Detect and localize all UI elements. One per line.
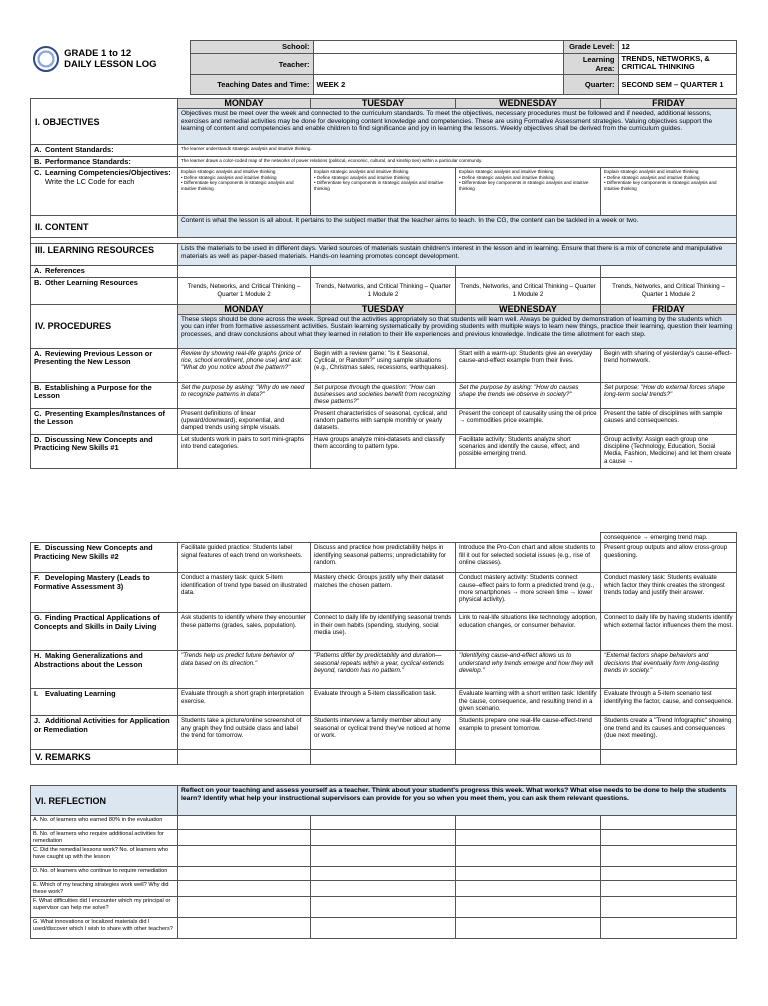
reflection-question: C. Did the remedial lessons work? No. of learners who have caught up with the lesson (31, 846, 178, 867)
competency-tuesday[interactable]: Explain strategic analysis and intuitive thinking • Define strategic analysis and intuitive thinking • Differentiate key components in strategic analysis and intuitive thinking (311, 168, 456, 216)
reflection-answer[interactable] (456, 830, 601, 846)
reflection-note: Reflect on your teaching and assess yourself as a teacher. Think about your student's progress this week. What works? What else needs to be done to help the students learn? Identify what help your instructional supervisors can provide for you so when you meet them, you can ask them relevant questions. (178, 786, 737, 816)
procedure-row-i (31, 689, 737, 716)
procedure-cell-wednesday[interactable]: "Identifying cause-and-effect allows us to understand why trends emerge and how they will develop." (456, 651, 601, 689)
reflection-answer[interactable] (311, 881, 456, 897)
blank-cell (456, 533, 601, 543)
item-text: Developing Mastery (Leads to Formative Assessment 3) (34, 573, 150, 591)
day-header-friday: FRIDAY (601, 99, 737, 109)
item-text: Finding Practical Applications of Concepts and Skills in Daily Living (34, 613, 160, 631)
item-letter: E. (34, 543, 41, 553)
grade-level-field[interactable]: 12 (618, 41, 736, 54)
item-text: Learning Competencies/Objectives: (45, 168, 171, 178)
procedure-cell-monday[interactable]: Conduct a mastery task: quick 5-item identification of trend type based on illustrated data. (178, 573, 311, 613)
header-title-cell (30, 41, 190, 95)
reflection-row (31, 881, 737, 897)
item-letter: A. (34, 145, 42, 155)
procedure-cell-wednesday[interactable]: Present the concept of causality using the oil price → commodities price example. (456, 408, 601, 434)
lesson-table-page1 (30, 98, 737, 469)
reflection-answer[interactable] (601, 918, 737, 939)
remarks-wednesday[interactable] (456, 750, 601, 765)
reflection-answer[interactable] (178, 846, 311, 867)
quarter-label: Quarter: (563, 75, 618, 95)
procedure-label (31, 716, 178, 750)
procedure-cell-tuesday[interactable]: Set purpose through the question: "How can businesses and societies benefit from recognizing these patterns?" (311, 382, 456, 408)
procedure-label (31, 348, 178, 382)
procedure-cell-monday[interactable]: Present definitions of linear (upward/downward), exponential, and damped trends using simple visuals. (178, 408, 311, 434)
procedure-cell-wednesday[interactable]: Evaluate learning with a short written task: Identify the cause, consequence, and resulting trend in a given scenario. (456, 689, 601, 716)
item-letter: B. (34, 156, 42, 166)
item-text: Making Generalizations and Abstractions about the Lesson (34, 651, 143, 669)
reflection-answer[interactable] (456, 918, 601, 939)
reflection-answer[interactable] (311, 897, 456, 918)
reflection-answer[interactable] (456, 867, 601, 881)
reflection-answer[interactable] (601, 867, 737, 881)
item-text: Evaluating Learning (45, 689, 116, 699)
content-standards-value[interactable]: The learner understands strategic analysis and intuitive thinking. (178, 145, 737, 156)
procedure-label (31, 434, 178, 468)
procedure-row-b (31, 382, 737, 408)
item-text: Establishing a Purpose for the Lesson (34, 382, 152, 401)
procedure-row-e (31, 543, 737, 573)
procedure-cell-friday[interactable]: Set purpose: "How do external forces shape long-term social trends?" (601, 382, 737, 408)
lc-code-hint: Write the LC Code for each (45, 176, 135, 186)
procedure-cell-tuesday[interactable]: Connect to daily life by identifying seasonal trends in their own habits (spending, studying, social media use). (311, 613, 456, 651)
content-heading: II. CONTENT (31, 216, 178, 238)
performance-standards-value[interactable]: The learner draws a color-coded map of the networks of power relations (political, economic, cultural, and kinship ties) within a particular community. (178, 156, 737, 167)
other-resources-label (31, 277, 178, 304)
reflection-question: A. No. of learners who earned 80% in the evaluation (31, 816, 178, 830)
procedure-cell-friday[interactable]: Conduct mastery task: Students evaluate which factor they think creates the strongest trends today and justify their answer. (601, 573, 737, 613)
procedure-cell-wednesday[interactable]: Link to real-life situations like technology adoption, education changes, or consumer behavior. (456, 613, 601, 651)
reflection-answer[interactable] (456, 881, 601, 897)
teacher-field[interactable] (313, 54, 563, 75)
day-header-tuesday: TUESDAY (311, 99, 456, 109)
procedure-label (31, 382, 178, 408)
procedure-label (31, 613, 178, 651)
dates-field[interactable]: WEEK 2 (313, 75, 563, 95)
reflection-heading: VI. REFLECTION (31, 786, 178, 816)
procedure-label (31, 689, 178, 716)
procedure-cell-tuesday[interactable]: Have groups analyze mini-datasets and classify them according to pattern type. (311, 434, 456, 468)
references-tuesday[interactable] (311, 266, 456, 277)
quarter-field[interactable]: SECOND SEM – QUARTER 1 (618, 75, 736, 95)
procedure-label (31, 543, 178, 573)
item-letter: H. (34, 651, 42, 661)
reflection-row (31, 846, 737, 867)
reflection-row (31, 867, 737, 881)
lesson-table-page2 (30, 532, 737, 765)
procedure-cell-wednesday[interactable]: Facilitate activity: Students analyze short scenarios and identify the cause, effect, and possible emerging trend. (456, 434, 601, 468)
references-friday[interactable] (601, 266, 737, 277)
item-letter: B. (34, 382, 42, 392)
item-letter: A. (34, 266, 42, 276)
procedure-cell-wednesday[interactable]: Conduct mastery activity: Students connect cause–effect pairs to form a predicted trend (e.g., more smartphones → more screen time → lower physical activity). (456, 573, 601, 613)
day-header-monday: MONDAY (178, 99, 311, 109)
procedure-cell-tuesday[interactable]: Students interview a family member about any seasonal or cyclical trend they've noticed at home or work. (311, 716, 456, 750)
reflection-answer[interactable] (178, 918, 311, 939)
procedure-cell-friday[interactable]: Group activity: Assign each group one discipline (Technology, Education, Social Media, Fashion, Medicine) and let them create a cause → (601, 434, 737, 468)
item-letter: C. (34, 168, 42, 178)
reflection-answer[interactable] (178, 881, 311, 897)
procedure-cell-tuesday[interactable]: Mastery check: Groups justify why their dataset matches the chosen pattern. (311, 573, 456, 613)
resources-note: Lists the materials to be used in different days. Varied sources of materials sustain children's interest in the lesson and in learning. Ensure that there is a mix of concrete and manipulative materials as well as paper-based materials. Hands-on learning promotes concept development. (178, 244, 737, 266)
reflection-table (30, 785, 737, 939)
reflection-answer[interactable] (311, 816, 456, 830)
procedure-row-h (31, 651, 737, 689)
references-label (31, 266, 178, 277)
reflection-row (31, 897, 737, 918)
item-text: References (45, 266, 85, 276)
item-text: Discussing New Concepts and Practicing New Skills #1 (34, 434, 153, 453)
learning-competencies-label (31, 168, 178, 216)
reflection-question: F. What difficulties did I encounter which my principal or supervisor can help me solve? (31, 897, 178, 918)
learning-area-field[interactable]: TRENDS, NETWORKS, & CRITICAL THINKING (618, 54, 736, 75)
procedure-cell-wednesday[interactable]: Students prepare one real-life cause-effect-trend example to present tomorrow. (456, 716, 601, 750)
item-text: Content Standards: (45, 145, 114, 155)
reflection-row (31, 830, 737, 846)
reflection-row (31, 918, 737, 939)
procedure-cell-monday[interactable]: "Trends help us predict future behavior of data based on its direction." (178, 651, 311, 689)
procedure-cell-monday[interactable]: Set the purpose by asking: "Why do we need to recognize patterns in data?" (178, 382, 311, 408)
procedure-cell-wednesday[interactable]: Set the purpose by asking: "How do causes shape the trends we observe in society?" (456, 382, 601, 408)
objectives-note: Objectives must be meet over the week and connected to the curriculum standards. To meet the objectives, necessary procedures must be followed and if needed, additional lessons, exercises and remedial activities may be done for developing content knowledge and competencies. These are using Formative Assessment strategies. Valuing objectives support the learning of content and competencies and enable children to find significance and joy in learning the lessons. Weekly objectives shall be derived from the curriculum guides. (178, 109, 737, 145)
reflection-answer[interactable] (178, 830, 311, 846)
item-letter: F. (34, 573, 40, 583)
item-text: Reviewing Previous Lesson or Presenting the New Lesson (34, 348, 153, 367)
procedure-cell-friday[interactable]: Present the table of disciplines with sample causes and consequences. (601, 408, 737, 434)
dates-label: Teaching Dates and Time: (190, 75, 313, 95)
procedure-row-g (31, 613, 737, 651)
teacher-label: Teacher: (190, 54, 313, 75)
competency-wednesday[interactable]: Explain strategic analysis and intuitive thinking • Define strategic analysis and intuitive thinking • Differentiate key components in strategic analysis and intuitive thinking (456, 168, 601, 216)
reflection-answer[interactable] (456, 897, 601, 918)
day-header-tuesday: TUESDAY (311, 304, 456, 314)
item-letter: J. (34, 716, 41, 726)
reflection-answer[interactable] (178, 867, 311, 881)
blank-cell (311, 533, 456, 543)
reflection-question: E. Which of my teaching strategies work well? Why did these work? (31, 881, 178, 897)
other-resources-wednesday[interactable]: Trends, Networks, and Critical Thinking – Quarter 1 Module 2 (456, 277, 601, 304)
reflection-answer[interactable] (601, 816, 737, 830)
procedure-cell-monday[interactable]: Ask students to identify where they encounter these patterns (grades, sales, population). (178, 613, 311, 651)
procedure-cell-monday[interactable]: Let students work in pairs to sort mini-graphs into trend categories. (178, 434, 311, 468)
item-letter: I. (34, 689, 39, 699)
content-note: Content is what the lesson is all about. It pertains to the subject matter that the teacher aims to teach. In the CG, the content can be tackled in a week or two. (178, 216, 737, 238)
item-letter: B. (34, 277, 42, 287)
reflection-answer[interactable] (178, 897, 311, 918)
reflection-answer[interactable] (601, 897, 737, 918)
document-title (64, 48, 156, 70)
procedure-cell-friday[interactable]: Present group outputs and allow cross-group questioning. (601, 543, 737, 573)
reflection-answer[interactable] (311, 846, 456, 867)
reflection-row (31, 816, 737, 830)
procedure-cell-friday[interactable]: Students create a "Trend Infographic" showing one trend and its causes and consequences (due next meeting). (601, 716, 737, 750)
reflection-answer[interactable] (178, 816, 311, 830)
reflection-answer[interactable] (456, 816, 601, 830)
other-resources-friday[interactable]: Trends, Networks, and Critical Thinking – Quarter 1 Module 2 (601, 277, 737, 304)
objectives-heading: I. OBJECTIVES (31, 99, 178, 145)
procedure-cell-tuesday[interactable]: Present characteristics of seasonal, cyclical, and random patterns with sample monthly or yearly datasets. (311, 408, 456, 434)
procedure-cell-tuesday[interactable]: Begin with a review game: "Is it Seasonal, Cyclical, or Random?" using sample situations (e.g., Christmas sales, recessions, earthquakes). (311, 348, 456, 382)
reflection-answer[interactable] (601, 830, 737, 846)
competency-friday[interactable]: Explain strategic analysis and intuitive thinking • Define strategic analysis and intuitive thinking • Differentiate key components in strategic analysis and intuitive thinking (601, 168, 737, 216)
day-header-monday: MONDAY (178, 304, 311, 314)
content-standards-label (31, 145, 178, 156)
other-resources-monday[interactable]: Trends, Networks, and Critical Thinking – Quarter 1 Module 2 (178, 277, 311, 304)
grade-level-label: Grade Level: (563, 41, 618, 54)
procedure-cell-wednesday[interactable]: Start with a warm-up: Students give an everyday cause-and-effect example from their lives. (456, 348, 601, 382)
references-wednesday[interactable] (456, 266, 601, 277)
remarks-friday[interactable] (601, 750, 737, 765)
procedure-cell-monday[interactable]: Facilitate guided practice: Students label signal features of each trend on worksheets. (178, 543, 311, 573)
blank-cell (178, 533, 311, 543)
item-letter: G. (34, 613, 42, 623)
reflection-question: B. No. of learners who require additional activities for remediation (31, 830, 178, 846)
day-header-wednesday: WEDNESDAY (456, 304, 601, 314)
procedure-cell-wednesday[interactable]: Introduce the Pro-Con chart and allow students to fill it out for selected societal issues (e.g., rise of online classes). (456, 543, 601, 573)
item-letter: D. (34, 434, 42, 444)
school-label: School: (190, 41, 313, 54)
procedure-row-f (31, 573, 737, 613)
item-text: Additional Activities for Application or Remediation (34, 716, 170, 734)
procedures-heading: IV. PROCEDURES (31, 304, 178, 348)
procedure-cell-tuesday[interactable]: Discuss and practice how predictability helps in identifying seasonal patterns; unpredictability for random. (311, 543, 456, 573)
reflection-question: G. What innovations or localized materials did I used/discover which I wish to share with other teachers? (31, 918, 178, 939)
procedure-cell-monday[interactable]: Review by showing real-life graphs (price of rice, school enrollment, phone use) and ask: "What do you notice about the pattern?" (178, 348, 311, 382)
title-line1: GRADE 1 to 12 (64, 47, 132, 59)
remarks-monday[interactable] (178, 750, 311, 765)
remarks-heading: V. REMARKS (31, 750, 178, 765)
day-header-friday: FRIDAY (601, 304, 737, 314)
reflection-answer[interactable] (311, 918, 456, 939)
procedure-cell-monday[interactable]: Evaluate through a short graph interpretation exercise. (178, 689, 311, 716)
procedure-cell-friday[interactable]: Begin with sharing of yesterday's cause-effect-trend homework. (601, 348, 737, 382)
reflection-answer[interactable] (311, 830, 456, 846)
learning-area-label: Learning Area: (563, 54, 618, 75)
performance-standards-label (31, 156, 178, 167)
procedure-cell-tuesday[interactable]: "Patterns differ by predictability and duration—seasonal repeats within a year, cyclical extends beyond, random has no pattern." (311, 651, 456, 689)
reflection-answer[interactable] (601, 881, 737, 897)
procedure-row-a (31, 348, 737, 382)
blank-cell (31, 533, 178, 543)
procedure-d-continued[interactable]: consequence → emerging trend map. (601, 533, 737, 543)
item-text: Performance Standards: (45, 156, 131, 166)
reflection-answer[interactable] (456, 846, 601, 867)
reflection-answer[interactable] (311, 867, 456, 881)
procedure-cell-monday[interactable]: Students take a picture/online screenshot of any graph they find outside class and label the trend for tomorrow. (178, 716, 311, 750)
day-header-wednesday: WEDNESDAY (456, 99, 601, 109)
item-letter: C. (34, 408, 42, 418)
procedure-row-c (31, 408, 737, 434)
deped-seal-icon (33, 46, 59, 72)
reflection-answer[interactable] (601, 846, 737, 867)
remarks-tuesday[interactable] (311, 750, 456, 765)
other-resources-tuesday[interactable]: Trends, Networks, and Critical Thinking – Quarter 1 Module 2 (311, 277, 456, 304)
procedures-note: These steps should be done across the week. Spread out the activities appropriately so that students will learn well. Always be guided by demonstration of learning by the students which you can infer from formative assessment activities. Sustain learning systematically by providing students with multiple ways to learn new things, practice their learning, question their learning processes, and draw conclusions about what they learned in relation to their life experiences and previous knowledge. Indicate the time allotment for each step. (178, 314, 737, 348)
procedure-cell-friday[interactable]: Connect to daily life by having students identify which external factor influences them the most. (601, 613, 737, 651)
references-monday[interactable] (178, 266, 311, 277)
procedure-label (31, 651, 178, 689)
procedure-row-j (31, 716, 737, 750)
school-field[interactable] (313, 41, 563, 54)
procedure-label (31, 573, 178, 613)
procedure-cell-tuesday[interactable]: Evaluate through a 5-item classification task. (311, 689, 456, 716)
header-table (30, 40, 737, 95)
procedure-row-d (31, 434, 737, 468)
procedure-label (31, 408, 178, 434)
item-letter: A. (34, 348, 42, 358)
procedure-cell-friday[interactable]: "External factors shape behaviors and decisions that eventually form long-lasting trends in society." (601, 651, 737, 689)
resources-heading: III. LEARNING RESOURCES (31, 244, 178, 266)
procedure-cell-friday[interactable]: Evaluate through a 5-item scenario test identifying the factor, cause, and consequence. (601, 689, 737, 716)
item-text: Other Learning Resources (45, 277, 138, 287)
competency-monday[interactable]: Explain strategic analysis and intuitive thinking • Define strategic analysis and intuitive thinking • Differentiate key components in strategic analysis and intuitive thinking (178, 168, 311, 216)
item-text: Presenting Examples/Instances of the Lesson (34, 408, 165, 427)
reflection-question: D. No. of learners who continue to require remediation (31, 867, 178, 881)
item-text: Discussing New Concepts and Practicing New Skills #2 (34, 543, 153, 561)
title-line2: DAILY LESSON LOG (64, 58, 157, 70)
